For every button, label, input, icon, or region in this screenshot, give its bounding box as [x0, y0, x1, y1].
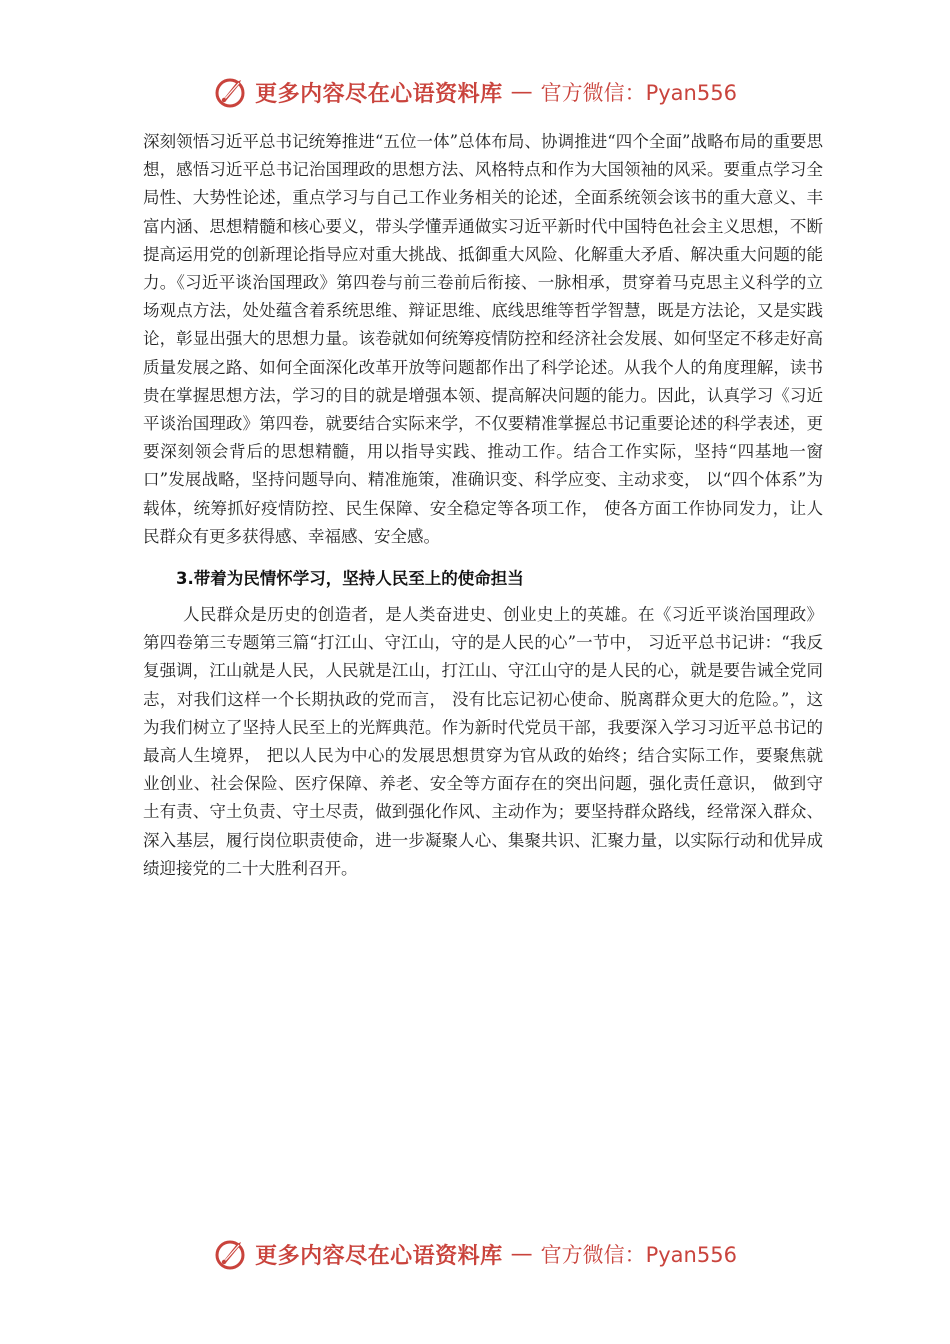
section-heading-3: 3.带着为民情怀学习，坚持人民至上的使命担当 [176, 569, 524, 589]
banner-wechat: 官方微信：Pyan556 [540, 1243, 737, 1267]
document-body [143, 128, 823, 883]
banner-wechat: 官方微信：Pyan556 [540, 81, 737, 105]
footer-banner [0, 1234, 950, 1274]
body-paragraph-2: 人民群众是历史的创造者，是人类奋进史、创业史上的英雄。在《习近平谈治国理政》第四卷第三专题第三篇“打江山、守江山，守的是人民的心”一节中， 习近平总书记讲：“我反复强调，江山就是人民，人民就是江山，打江山、守江山守的是人民的心，就是要告诫全党同志，对我们这样一个长期执政的党而言， 没有比忘记初心使命、脱离群众更大的危险。”，这为我们树立了坚持人民至上的光辉典范。作为新时代党员干部，我要深入学习习近平总书记的最高人生境界， 把以人民为中心的发展思想贯穿为官从政的始终；结合实际工作，要聚焦就业创业、社会保险、医疗保障、养老、安全等方面存在的突出问题，强化责任意识， 做到守土有责、守土负责、守土尽责，做到强化作风、主动作为；要坚持群众路线，经常深入群众、深入基层，履行岗位职责使命，进一步凝聚人心、集聚共识、汇聚力量，以实际行动和优异成绩迎接党的二十大胜利召开。 [143, 605, 823, 878]
quill-pen-circle-icon [213, 1236, 249, 1272]
header-banner [0, 72, 950, 112]
body-paragraph-1: 深刻领悟习近平总书记统筹推进“五位一体”总体布局、协调推进“四个全面”战略布局的重要思想，感悟习近平总书记治国理政的思想方法、风格特点和作为大国领袖的风采。要重点学习全局性、大势性论述，重点学习与自己工作业务相关的论述，全面系统领会该书的重大意义、丰富内涵、思想精髓和核心要义，带头学懂弄通做实习近平新时代中国特色社会主义思想，不断提高运用党的创新理论指导应对重大挑战、抵御重大风险、化解重大矛盾、解决重大问题的能力。《习近平谈治国理政》第四卷与前三卷前后衔接、一脉相承，贯穿着马克思主义科学的立场观点方法，处处蕴含着系统思维、辩证思维、底线思维等哲学智慧，既是方法论，又是实践论，彰显出强大的思想力量。该卷就如何统筹疫情防控和经济社会发展、如何坚定不移走好高质量发展之路、如何全面深化改革开放等问题都作出了科学论述。从我个人的角度理解，读书贵在掌握思想方法，学习的目的就是增强本领、提高解决问题的能力。因此，认真学习《习近平谈治国理政》第四卷，就要结合实际来学，不仅要精准掌握总书记重要论述的科学表述，更要深刻领会背后的思想精髓，用以指导实践、推动工作。结合工作实际，坚持“四基地一窗口”发展战略，坚持问题导向、精准施策，准确识变、科学应变、主动求变， 以“四个体系”为载体，统筹抓好疫情防控、民生保障、安全稳定等各项工作， 使各方面工作协同发力，让人民群众有更多获得感、幸福感、安全感。 [143, 132, 823, 546]
banner-title: 更多内容尽在心语资料库 [255, 81, 503, 107]
quill-pen-circle-icon [213, 74, 249, 110]
banner-dash: — [510, 1241, 533, 1267]
banner-dash: — [510, 79, 533, 105]
banner-title: 更多内容尽在心语资料库 [255, 1243, 503, 1269]
